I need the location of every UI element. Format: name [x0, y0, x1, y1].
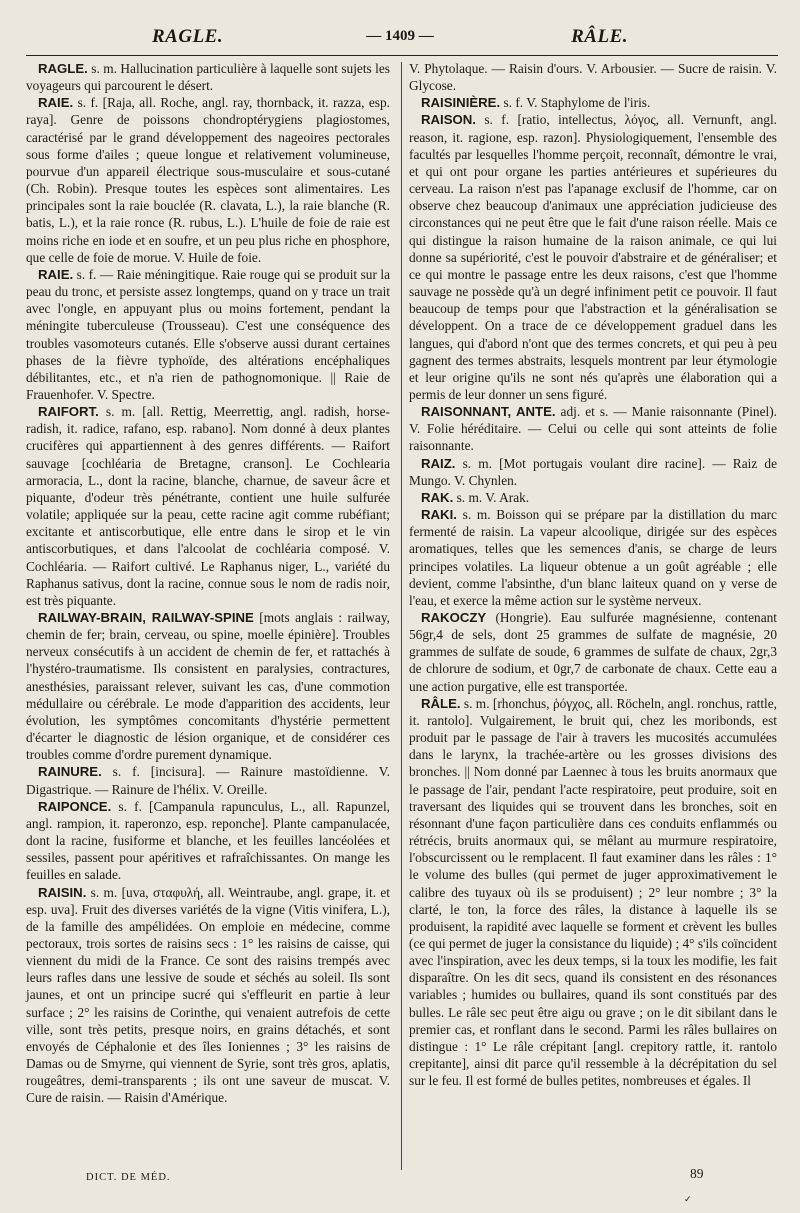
entry-text: s. m. Hallucination particulière à laquelle sont sujets les voyageurs qui parcourent le désert. [26, 61, 390, 94]
entry-continuation [409, 60, 777, 94]
headword: RAGLE. [38, 61, 88, 76]
column-divider [401, 62, 402, 1170]
entry [26, 884, 390, 1107]
entry-text: s. f. [Raja, all. Roche, angl. ray, thornback, it. razza, esp. raya]. Genre de poissons chondroptérygiens plagiostomes, caractérisé par le grand développement des nageoires pectorales sous forme d'ailes ; queue longue et relativement volumineuse, pourvue d'un appareil électrique sous-musculaire et sous-cutané (Ch. Robin). Presque toutes les espèces sont alimentaires. Les principales sont la raie bouclée (R. clavata, L.), la raie blanche (R. batis, L.), et la raie ronce (R. rubus, L.). L'huile de foie de raie est moins riche en iode et en soufre, et un peu plus riche en phosphore, que celle de foie de morue. V. Huile de foie. [26, 95, 390, 265]
headword: RAISINIÈRE. [421, 95, 501, 111]
entry [409, 695, 777, 1090]
headword: RAKI. [421, 507, 457, 523]
right-column [409, 60, 777, 1089]
entry-text: s. m. [uva, σταφυλή, all. Weintraube, angl. grape, it. et esp. uva]. Fruit des diverses variétés de la vigne (Vitis vinifera, L.), de la famille des ampélidées. On emploie en médecine, comme pectoraux, trois sortes de raisins secs : 1° les raisins de caisse, qui viennent du midi de la France. Ce sont des raisins trempés avec leurs rafles dans une lessive de soude et séchés au soleil. Ils sont jaunes, et ont un principe sucré qui s'effleurit en partie à leur surface ; 2° les raisins de Corinthe, qui venaient autrefois de cette ville, sont très petits, presque noirs, en grains détachés, et sont envoyés de Céphalonie et des îles Ioniennes ; 3° les raisins de Damas ou de Smyrne, qui viennent de Syrie, sont très gros, aplatis, rougeâtres, demi-transparents ; ils ont une saveur de muscat. V. Cure de raisin. — Raisin d'Amérique. [26, 884, 390, 1106]
entry-text: s. m. [Mot portugais voulant dire racine]. — Raiz de Mungo. V. Chynlen. [409, 455, 777, 488]
printer-mark: ✓ [684, 1194, 692, 1204]
entry-text: V. Phytolaque. — Raisin d'ours. V. Arbousier. — Sucre de raisin. V. Glycose. [409, 61, 777, 94]
entry-text: adj. et s. — Manie raisonnante (Pinel). V. Folie héréditaire. — Celui ou celle qui sont atteints de folie raisonnante. [409, 404, 777, 454]
header-rule [26, 55, 778, 56]
entry [409, 94, 777, 111]
entry [26, 609, 390, 763]
entry-text: s. f. [incisura]. — Rainure mastoïdienne. V. Digastrique. — Rainure de l'hélix. V. Oreille. [26, 764, 390, 797]
entry [409, 609, 777, 695]
headword: RAISONNANT, ANTE. [421, 404, 556, 420]
signature-mark: DICT. DE MÉD. [86, 1172, 171, 1183]
entry-text: s. m. V. Arak. [453, 489, 530, 505]
headword: RÂLE. [421, 695, 461, 711]
entry [409, 403, 777, 454]
running-header [0, 22, 800, 50]
entry [26, 798, 390, 884]
entry-text: [mots anglais : railway, chemin de fer; brain, cerveau, ou spine, moelle épinière]. Troubles nerveux consécutifs à un accident de chemin de fer, et rattachés à l'hystéro-traumatisme. Ils consistent en paralysies, contractures, anesthésies, paraissant relever, suivant les cas, d'une commotion médullaire ou cérébrale. Le mode d'apparition des accidents, leur évolution, les symptômes concomitants d'hystérie permettent d'écarter le diagnostic de lésion organique, et de considérer ces troubles comme d'ordre purement dynamique. [26, 610, 390, 763]
header-right-guide-word: RÂLE. [571, 26, 628, 47]
entry [409, 111, 777, 403]
headword: RAIFORT. [38, 404, 99, 420]
header-left-guide-word: RAGLE. [152, 26, 224, 47]
entry-text: s. f. [ratio, intellectus, λόγος, all. Vernunft, angl. reason, it. ragione, esp. razon]. Physiologiquement, l'ensemble des facultés par lesquelles l'homme perçoit, reconnaît, démontre le vrai, et qui ont pour organe les parties antérieures et supérieures du cerveau. La raison n'est pas l'apanage exclusif de l'homme, car on observe chez beaucoup d'animaux une appréciation judicieuse des circonstances qui ne peut être que le fait d'une raison réelle. Mais ce qui distingue la raison humaine de la raison animale, ce qui lui donne sa supériorité, c'est le pouvoir d'abstraire et de généraliser; et ce qui montre le passage entre les deux raisons, c'est que l'homme sauvage ne possède qu'à un degré infiniment petit ce pouvoir. Il faut beaucoup de temps pour que l'abstraction et la généralisation se développent. On a trace de ce développement graduel dans les langues, qui d'abord n'ont que des termes concrets, et qui peu à peu gagnent des termes abstraits, lesquels montrent par leur étymologie et leur origine qu'ils ne sont nés qu'après une élaboration qui a permis de leur donner un sens figuré. [409, 112, 777, 402]
entry [26, 403, 390, 609]
headword: RAK. [421, 489, 454, 505]
entry [409, 506, 777, 609]
headword: RAINURE. [38, 764, 102, 780]
entry [409, 455, 777, 489]
entry-text: s. f. V. Staphylome de l'iris. [500, 95, 651, 111]
entry-text: s. m. [all. Rettig, Meerrettig, angl. radish, horse-radish, it. radice, rafano, esp. rabano]. Nom donné à deux plantes crucifères qui appartiennent à des genres différents. — Raifort sauvage [cochléaria de Bretagne, cranson]. Le Cochlearia armoracia, L., dont la racine, blanche, charnue, de saveur âcre et piquante, d'odeur très pénétrante, contient une huile sulfurée volatile; appliquée sur la peau, cette racine agit comme rubéfiant; excitante et antiscorbutique, elle entre dans le sirop et le vin antiscorbutiques, et dans l'alcoolat de cochléaria composé. V. Cochléaria. — Raifort cultivé. Le Raphanus niger, L., variété du Raphanus sativus, dont la racine, connue sous le nom de radis noir, est très piquante. [26, 404, 390, 608]
gathering-number: 89 [690, 1166, 704, 1181]
headword: RAIZ. [421, 455, 456, 471]
headword: RAILWAY-BRAIN, RAILWAY-SPINE [38, 610, 254, 625]
headword: RAISIN. [38, 884, 87, 900]
headword: RAIE. [38, 95, 74, 111]
header-page-number: — 1409 — [366, 28, 434, 44]
entry-text: s. f. [Campanula rapunculus, L., all. Rapunzel, angl. rampion, it. raperonzo, esp. reponche]. Plante campanulacée, dont la racine, fusiforme et blanche, et les feuilles lancéolées et sessiles, passent pour apéritives et rafraîchissantes. On mange les feuilles en salade. [26, 798, 390, 883]
headword: RAKOCZY [421, 610, 487, 625]
entry [26, 60, 390, 94]
entry [26, 94, 390, 266]
left-column [26, 60, 390, 1107]
headword: RAIPONCE. [38, 798, 112, 814]
headword: RAISON. [421, 112, 476, 128]
entry [409, 489, 777, 506]
entry-text: s. m. Boisson qui se prépare par la distillation du marc fermenté de raisin. La vapeur alcoolique, dirigée sur des espèces aromatiques, telles que les semences d'anis, se charge de leurs principes volatiles. La liqueur obtenue a un goût agréable ; elle devient, comme l'absinthe, d'un blanc laiteux quand on y verse de l'eau, et exerce la même action sur le système nerveux. [409, 507, 777, 608]
entry [26, 763, 390, 797]
entry-text: s. m. [rhonchus, ῥόγχος, all. Röcheln, angl. ronchus, rattle, it. rantolo]. Vulgairement, le bruit qui, chez les moribonds, est produit par le passage de l'air à travers les mucosités accumulées dans le larynx, la trachée-artère ou les grosses divisions des bronches. || Nom donné par Laennec à tous les bruits anormaux que le passage de l'air, pendant l'acte respiratoire, peut produire, soit en traversant des liquides qui se trouvent dans les bronches, soit en résonnant d'une façon particulière dans ces conduits enflammés ou rétrécis, bruits anormaux qui, se mêlant au murmure respiratoire, l'obscurcissent ou le remplacent. Il faut examiner dans les râles : 1° le volume des bulles (qui permet de juger approximativement le calibre des tuyaux où ils se produisent) ; 2° leur nombre ; 3° la clarté, le ton, la force des râles, la distance à laquelle ils se produisent, la rapidité avec laquelle se forment et crèvent les bulles (ce qui permet de juger la consistance du liquide) ; 4° s'ils coïncident avec l'inspiration, avec les deux temps, si la toux les modifie, les fait disparaître. On les dit secs, quand ils consistent en des résonances variables ; humides ou bullaires, quand ils sont constitués par des bulles. Le râle sec peut être aigu ou grave ; on le dit sibilant dans le premier cas, et ronflant dans le second. Parmi les râles bullaires on distingue : 1° Le râle crépitant [angl. crepitory rattle, it. rantolo crepitante], ainsi dit parce qu'il ressemble à la décrépitation du sel sur le feu. Il est formé de bulles petites, nombreuses et égales. Il [409, 695, 777, 1089]
headword: RAIE. [38, 266, 74, 282]
entry-text: s. f. — Raie méningitique. Raie rouge qui se produit sur la peau du tronc, et persiste assez longtemps, quand on y trace un trait avec l'ongle, en appuyant plus ou moins fortement, pendant la méningite tuberculeuse (Trousseau). C'est une conséquence des troubles vasomoteurs cutanés. Elle s'observe aussi durant certaines phases de la fièvre typhoïde, des altérations encéphaliques débilitantes, etc., et n'a rien de pathognomonique. || Raie de Frauenhofer. V. Spectre. [26, 266, 390, 402]
entry [26, 266, 390, 403]
entry-text: (Hongrie). Eau sulfurée magnésienne, contenant 56gr,4 de sels, dont 25 grammes de sulfate de magnésie, 20 grammes de sulfate de soude, 6 grammes de sulfate de chaux, 2gr,3 de chlorure de sodium, et 0gr,7 de carbonate de chaux. Cette eau a une action purgative, elle est transportée. [409, 610, 777, 694]
